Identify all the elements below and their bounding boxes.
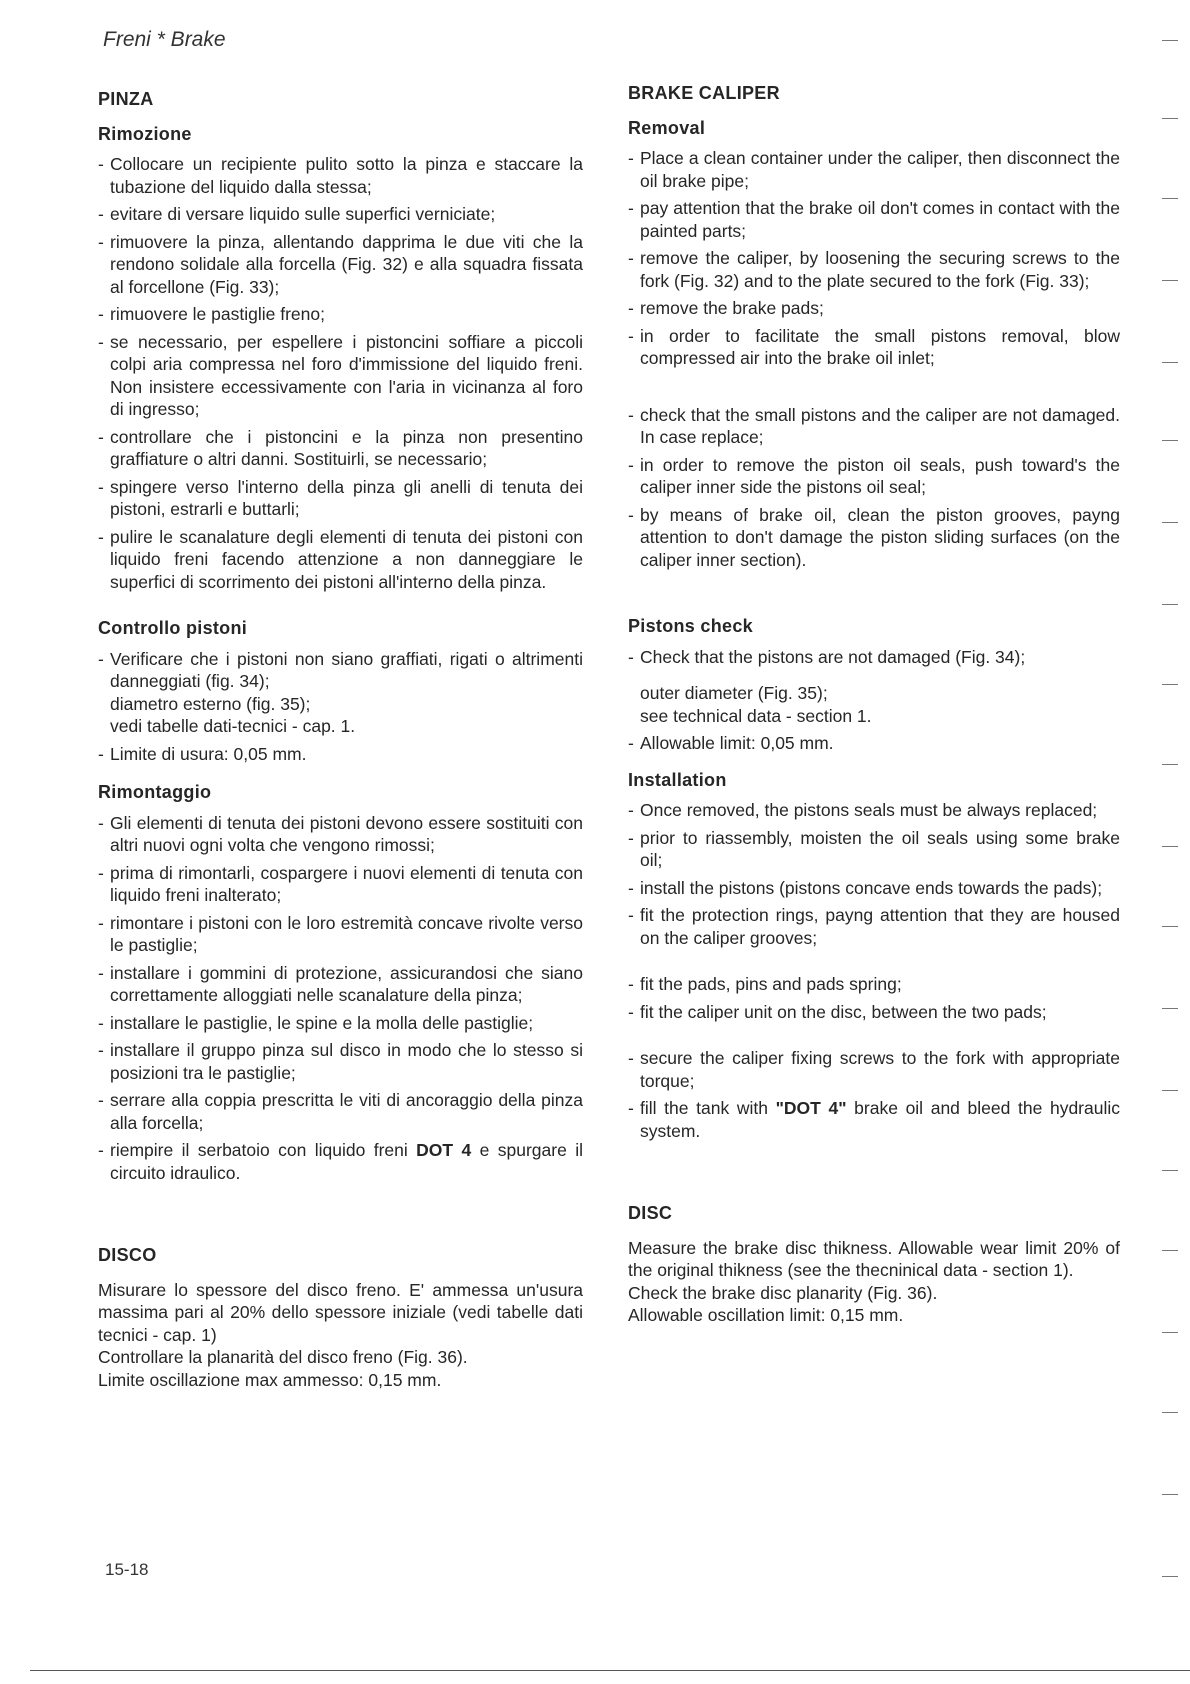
margin-mark [1162,440,1178,441]
margin-mark [1162,684,1178,685]
list-item-text: riempire il serbatoio con liquido freni [110,1140,417,1160]
list-item: - secure the caliper fixing screws to the fork with appropriate torque; [628,1047,1120,1092]
english-column [628,82,1120,1327]
list-item: - evitare di versare liquido sulle superfici verniciate; [98,203,583,226]
list-item [628,682,1120,727]
margin-mark [1162,40,1178,41]
fluid-spec: "DOT 4" [775,1098,847,1118]
removal-list-b [628,404,1120,572]
section-title-caliper: BRAKE CALIPER [628,83,780,103]
paragraph-line: Misurare lo spessore del disco freno. E' ammessa un'usura massima pari al 20% dello spessore iniziale (vedi tabelle dati tecnici - cap. 1) [98,1279,583,1345]
pistons-check-list [628,646,1120,755]
installation-list-c [628,1047,1120,1142]
list-item [98,648,583,738]
subtitle-pistons-check: Pistons check [628,616,753,636]
list-item: - remove the brake pads; [628,297,1120,320]
margin-mark [1162,1412,1178,1413]
list-item: - se necessario, per espellere i pistoncini soffiare a piccoli colpi aria compressa nel foro d'immissione del liquido freni. Non insistere eccessivamente con l'aria in vicinanza al foro di ingresso; [98,331,583,421]
list-item: - Limite di usura: 0,05 mm. [98,743,583,766]
fluid-spec: DOT 4 [416,1140,472,1160]
section-title-disco: DISCO [98,1245,157,1265]
list-item [628,1097,1120,1142]
list-item: - prior to riassembly, moisten the oil seals using some brake oil; [628,827,1120,872]
list-item: - Check that the pistons are not damaged (Fig. 34); [628,646,1120,669]
page-header: Freni * Brake [103,28,226,51]
list-item: - installare i gommini di protezione, assicurandosi che siano correttamente alloggiati nelle scanalature della pinza; [98,962,583,1007]
margin-mark [1162,1494,1178,1495]
disc-section [628,1202,1120,1327]
list-item: - Gli elementi di tenuta dei pistoni devono essere sostituiti con altri nuovi ogni volta che vengono rimossi; [98,812,583,857]
section-title-pinza: PINZA [98,89,154,109]
list-item: - rimuovere le pastiglie freno; [98,303,583,326]
list-item: - check that the small pistons and the caliper are not damaged. In case replace; [628,404,1120,449]
list-item-text: fill the tank with [640,1098,776,1118]
margin-mark [1162,522,1178,523]
list-item-line: - Verificare che i pistoni non siano graffiati, rigati o altrimenti danneggiati (fig. 34); [110,648,583,691]
list-item: - fit the protection rings, payng attention that they are housed on the caliper grooves; [628,904,1120,949]
list-item: - pulire le scanalature degli elementi di tenuta dei pistoni con liquido freni facendo attenzione a non danneggiare le superfici di scorrimento dei pistoni all'interno della pinza. [98,526,583,594]
margin-mark [1162,926,1178,927]
list-item-text: brake oil and bleed the hydraulic system. [640,1098,1120,1141]
caliper-section [628,82,1120,571]
list-item: - Once removed, the pistons seals must be always replaced; [628,799,1120,822]
margin-mark [1162,362,1178,363]
list-item: - Collocare un recipiente pulito sotto la pinza e staccare la tubazione del liquido dalla stessa; [98,153,583,198]
subtitle-removal: Removal [628,117,706,138]
list-item: - pay attention that the brake oil don't comes in contact with the painted parts; [628,197,1120,242]
margin-mark [1162,198,1178,199]
list-item: - Allowable limit: 0,05 mm. [628,732,1120,755]
list-item: - prima di rimontarli, cospargere i nuovi elementi di tenuta con liquido freni inalterato; [98,862,583,907]
rimozione-list [98,153,583,593]
list-item-line: outer diameter (Fig. 35); [640,683,828,703]
paragraph-line: Controllare la planarità del disco freno (Fig. 36). [98,1347,468,1367]
list-item: - rimuovere la pinza, allentando dapprima le due viti che la rendono solidale alla forcella (Fig. 32) e alla squadra fissata al forcellone (Fig. 33); [98,231,583,299]
italian-column [98,88,583,1391]
list-item: - in order to remove the piston oil seals, push toward's the caliper inner side the pistons oil seal; [628,454,1120,499]
list-item: - installare il gruppo pinza sul disco in modo che lo stesso si posizioni tra le pastiglie; [98,1039,583,1084]
margin-mark [1162,1332,1178,1333]
margin-mark [1162,118,1178,119]
bottom-rule [30,1670,1190,1671]
list-item: - by means of brake oil, clean the piston grooves, payng attention to don't damage the piston sliding surfaces (on the caliper inner section). [628,504,1120,572]
installation-list-b [628,973,1120,1023]
margin-mark [1162,1250,1178,1251]
list-item: - install the pistons (pistons concave ends towards the pads); [628,877,1120,900]
list-item-line: diametro esterno (fig. 35); [110,693,311,714]
margin-mark [1162,846,1178,847]
installation-section [628,769,1120,1143]
subtitle-controllo-pistoni: Controllo pistoni [98,618,248,638]
paragraph-line: Measure the brake disc thikness. Allowable wear limit 20% of the original thikness (see the thecninical data - section 1). [628,1237,1120,1280]
list-item: - Place a clean container under the caliper, then disconnect the oil brake pipe; [628,147,1120,192]
list-item: - controllare che i pistoncini e la pinza non presentino graffiature o altri danni. Sostituirli, se necessario; [98,426,583,471]
subtitle-rimozione: Rimozione [98,123,192,144]
paragraph-line: Limite oscillazione max ammesso: 0,15 mm. [98,1369,442,1390]
list-item: - spingere verso l'interno della pinza gli anelli di tenuta dei pistoni, estrarli e buttarli; [98,476,583,521]
list-item-line: vedi tabelle dati-tecnici - cap. 1. [110,716,356,736]
margin-mark [1162,1576,1178,1577]
pistons-check-section [628,615,1120,755]
subtitle-installation: Installation [628,769,727,790]
rimontaggio-list [98,812,583,1185]
list-item-line: see technical data - section 1. [640,705,872,726]
page-number: 15-18 [105,1560,149,1579]
installation-list-a [628,799,1120,949]
list-item: - rimontare i pistoni con le loro estremità concave rivolte verso le pastiglie; [98,912,583,957]
margin-mark [1162,1090,1178,1091]
disco-section [98,1244,583,1391]
list-item: - serrare alla coppia prescritta le viti di ancoraggio della pinza alla forcella; [98,1089,583,1134]
list-item [98,1139,583,1184]
margin-mark [1162,1008,1178,1009]
subtitle-rimontaggio: Rimontaggio [98,782,212,802]
list-item: - fit the pads, pins and pads spring; [628,973,1120,996]
removal-list-a [628,147,1120,370]
list-item-text: e spurgare il circuito idraulico. [110,1140,583,1183]
controllo-section [98,617,583,765]
margin-mark [1162,604,1178,605]
section-title-disc: DISC [628,1203,673,1223]
list-item: - fit the caliper unit on the disc, between the two pads; [628,1001,1120,1024]
margin-mark [1162,280,1178,281]
paragraph-line: Allowable oscillation limit: 0,15 mm. [628,1305,904,1325]
margin-mark [1162,764,1178,765]
list-item: - remove the caliper, by loosening the securing screws to the fork (Fig. 32) and to the plate secured to the fork (Fig. 33); [628,247,1120,292]
list-item: - installare le pastiglie, le spine e la molla delle pastiglie; [98,1012,583,1035]
pinza-section [98,88,583,593]
margin-mark [1162,1170,1178,1171]
controllo-list [98,648,583,766]
paragraph-line: Check the brake disc planarity (Fig. 36). [628,1282,938,1303]
rimontaggio-section [98,781,583,1184]
list-item: - in order to facilitate the small pistons removal, blow compressed air into the brake oil inlet; [628,325,1120,370]
